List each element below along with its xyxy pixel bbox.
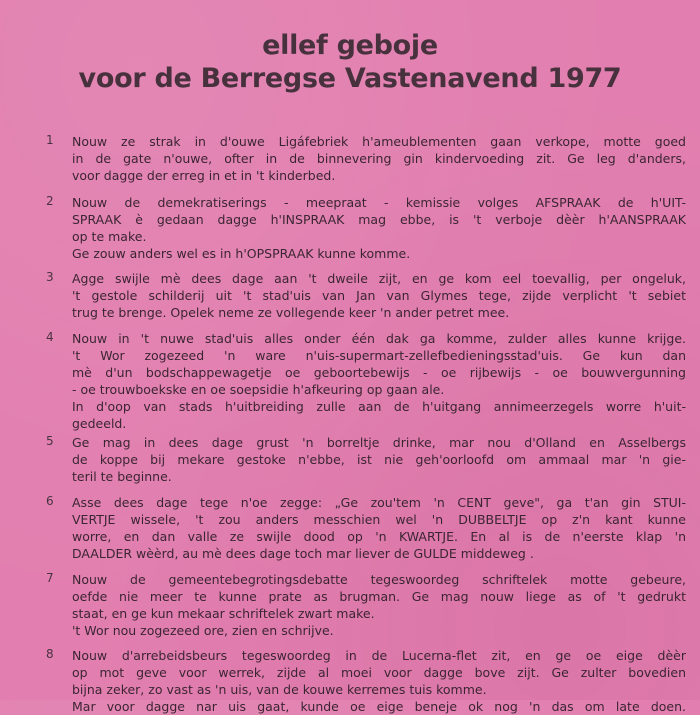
item-number: 2 [46, 194, 54, 208]
item-line: Nouw d'arrebeidsbeurs tegeswoordeg in de Lucerna-flet zit, en ge oe eige dèèr [72, 648, 686, 663]
item-line: trug te brenge. Opelek neme ze vollegende keer 'n ander petret mee. [72, 305, 510, 320]
item-line: Nouw in 't nuwe stad'uis alles onder één dak ga komme, zulder alles kunne krijge. [72, 331, 686, 346]
item-line: bijna zeker, zo vast as 'n uis, van de kouwe kerremes tuis komme. [72, 682, 487, 697]
item-line: Nouw de gemeentebegrotingsdebatte tegeswoordeg schriftelek motte gebeure, [72, 572, 686, 587]
item-line: Nouw de demekratiserings - meepraat - kemissie volges AFSPRAAK de h'UIT- [72, 195, 686, 210]
item-line: oefde nie meer te kunne prate as brugman. Ge mag nouw liege as of 't gedrukt [72, 589, 686, 604]
item-line: teril te beginne. [72, 469, 172, 484]
item-line: voor dagge der erreg in et in 't kinderbed. [72, 168, 336, 183]
item-line: DAALDER wèèrd, au mè dees dage toch mar liever de GULDE middeweg . [72, 546, 534, 561]
item-number: 5 [46, 434, 54, 448]
item-line: worre, en dan valle ze swijle dood op 'n KWARTJE. En al is de n'eerste klap 'n [72, 529, 686, 544]
item-number: 1 [46, 133, 54, 147]
item-number: 6 [46, 494, 54, 508]
item-line: Nouw ze strak in d'ouwe Ligáfebriek h'ameublementen gaan verkope, motte goed [72, 134, 686, 149]
item-text [72, 434, 686, 485]
item-line: de koppe bij mekare gestoke n'ebbe, ist nie geh'oorloofd om ammaal mar 'n gie- [72, 452, 686, 467]
item-text [72, 647, 686, 715]
item-line: in de gate n'ouwe, ofter in de binnevering gin kindervoeding zit. Ge leg d'anders, [72, 151, 686, 166]
item-line: 't gestole schilderij uit 't stad'uis van Jan van Glymes tege, zijde verplicht 't sebiet [72, 288, 686, 303]
document-title-line-1: ellef geboje [262, 30, 438, 61]
document-title-line-2: voor de Berregse Vastenavend 1977 [78, 63, 622, 94]
item-line: staat, en ge kun mekaar schriftelek zwart make. [72, 606, 375, 621]
item-line: op te make. [72, 229, 147, 244]
item-line: gedeeld. [72, 416, 127, 431]
item-text [72, 330, 686, 432]
item-line: 't Wor zogezeed 'n ware n'uis-supermart-zellefbedieningsstad'uis. Ge kun dan [72, 348, 686, 363]
item-line: op mot geve voor werrek, zijde al moei voor dagge bove zijt. Ge zulter bovedien [72, 665, 686, 680]
item-line: SPRAAK è gedaan dagge h'INSPRAAK mag ebbe, is 't verboje dèèr h'AANSPRAAK [72, 212, 686, 227]
item-number: 3 [46, 270, 54, 284]
item-text [72, 494, 686, 562]
item-text [72, 194, 686, 262]
item-line: Asse dees dage tege n'oe zegge: „Ge zou'tem 'n CENT geve", ga t'an gin STUI- [72, 495, 686, 510]
item-line: Ge zouw anders wel es in h'OPSPRAAK kunne komme. [72, 246, 411, 261]
item-number: 7 [46, 571, 54, 585]
item-line: VERTJE wissele, 't zou anders messchien wel 'n DUBBELTJE op z'n kant kunne [72, 512, 686, 527]
item-line: Agge swijle mè dees dage aan 't dweile zijt, en ge kom eel toevallig, per ongeluk, [72, 271, 686, 286]
item-line: 't Wor nou zogezeed ore, zien en schrijve. [72, 623, 334, 638]
item-line: mè d'un bodschappewagetje oe geboortebewijs - oe rijbewijs - oe bouwvergunning [72, 365, 686, 380]
item-line: Ge mag in dees dage grust 'n borreltje drinke, mar nou d'Olland en Asselbergs [72, 435, 686, 450]
item-text [72, 571, 686, 639]
item-line: Mar voor dagge nar uis gaat, kunde oe eige beneje ok nog 'n das om late doen. [72, 699, 686, 714]
item-text [72, 270, 686, 321]
item-line: In d'oop van stads h'uitbreiding zulle aan de h'uitgang annimeerzegels worre h'uit- [72, 399, 686, 414]
item-number: 8 [46, 647, 54, 661]
item-line: - oe trouwboekske en oe soepsidie h'afkeuring op gaan ale. [72, 382, 445, 397]
item-number: 4 [46, 330, 54, 344]
item-text [72, 133, 686, 184]
